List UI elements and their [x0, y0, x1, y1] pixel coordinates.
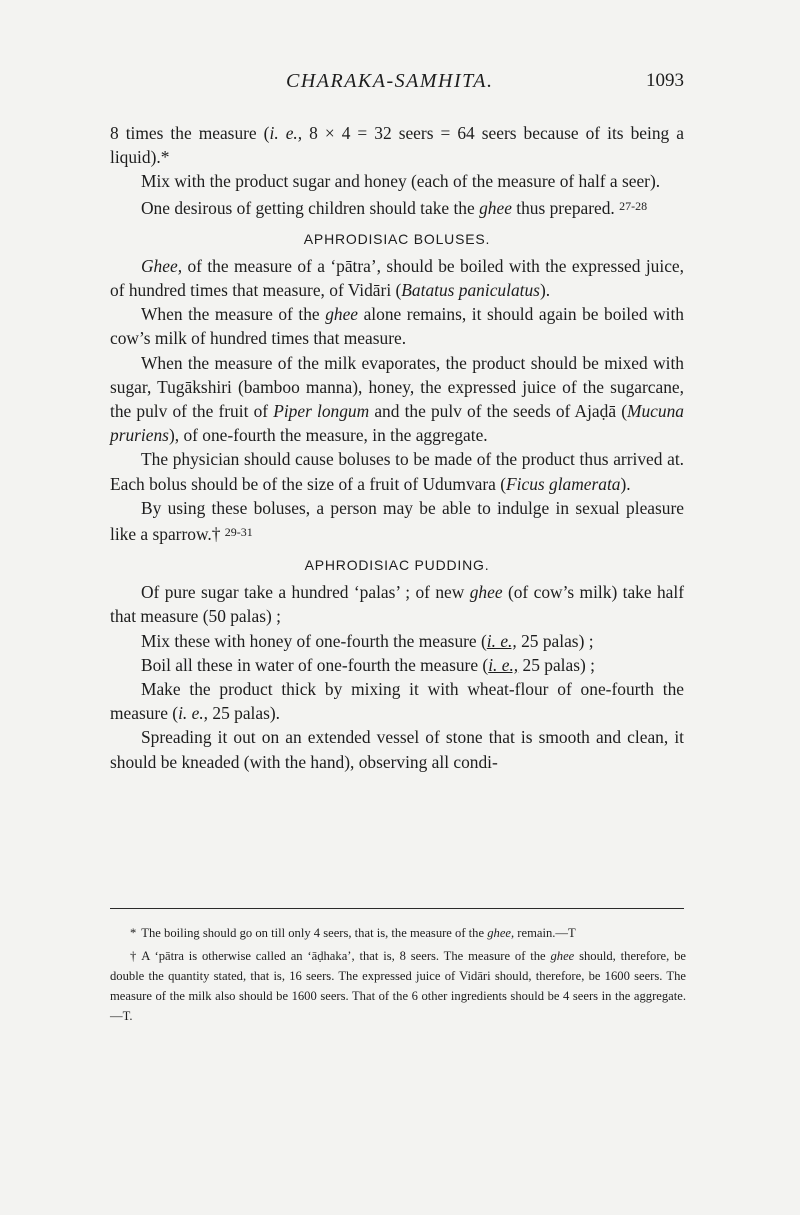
text-run: Of pure sugar take a hundred ‘palas’ ; of new [141, 582, 470, 603]
section-heading-boluses: APHRODISIAC BOLUSES. [303, 230, 491, 247]
running-header [108, 70, 684, 100]
latin-name: Piper longum [273, 401, 370, 422]
verse-number: 29-31 [224, 525, 253, 540]
text-run: When the measure of the [141, 304, 326, 325]
italic-term: ghee [550, 949, 575, 963]
text-run: remain.—T [514, 926, 576, 940]
text-run: ). [539, 280, 551, 301]
abbrev-ie: i. e., [178, 703, 209, 724]
abbrev-ie: i. e., [269, 123, 303, 143]
text-run: 8 × 4 = 32 seers = 64 seers because of its being a liquid).* [110, 123, 684, 168]
text-run: and the pulv of the seeds of Ajaḍā ( [369, 401, 627, 422]
paragraph-13: Spreading it out on an extended vessel of stone that is smooth and clean, it should be kneaded (with the hand), observing all condi- [110, 727, 684, 772]
text-run: of the measure of a ‘pātra’, should be boiled with the expressed juice, of hundred times that measure, of Vidāri ( [110, 255, 684, 301]
footnote-2 [110, 946, 686, 1026]
paragraph-3 [110, 194, 684, 220]
section-heading-pudding: APHRODISIAC PUDDING. [304, 557, 490, 574]
footnotes [110, 923, 686, 1029]
text-run: When the measure of the milk evaporates, the product should be mixed with sugar, Tugākshiri (bamboo manna), honey, the expressed juice of the sugarcane, the pulv of the fruit of [110, 352, 684, 422]
paragraph-8 [110, 496, 684, 546]
text-run: Boil all these in water of one-fourth the measure ( [141, 654, 489, 675]
abbrev-ie: i. e., [486, 630, 517, 651]
footnote-divider [110, 908, 684, 909]
footnote-marker: † [130, 949, 137, 963]
text-run: 8 times the measure ( [110, 123, 270, 143]
text-run: A ‘pātra is otherwise called an ‘āḍhaka’, that is, 8 seers. The measure of the [141, 949, 551, 963]
footnote-1 [110, 923, 686, 943]
italic-term: ghee [469, 582, 503, 603]
paragraph-5 [110, 302, 684, 350]
italic-term: ghee, [487, 926, 515, 940]
text-run: (of cow’s milk) take half that measure (50 palas) ; [110, 582, 684, 627]
paragraph-11 [110, 653, 684, 677]
paragraph-6 [110, 351, 684, 448]
text-run: ), of one-fourth the measure, in the aggregate. [168, 425, 488, 446]
text-run: The boiling should go on till only 4 seers, that is, the measure of the [141, 926, 488, 940]
italic-term: ghee [479, 197, 512, 218]
text-run: By using these boluses, a person may be able to indulge in sexual pleasure like a sparrow.† [110, 497, 684, 545]
latin-name: Batatus paniculatus [401, 280, 540, 301]
text-run: alone remains, it should again be boiled with cow’s milk of hundred times that measure. [110, 304, 684, 349]
paragraph-7 [110, 447, 684, 495]
verse-number: 27-28 [619, 198, 648, 213]
paragraph-10 [110, 629, 684, 653]
page-number: 1093 [646, 70, 684, 91]
latin-name: Ficus glamerata [506, 473, 621, 494]
abbrev-ie: i. e., [488, 654, 519, 675]
text-run: The physician should cause boluses to be made of the product thus arrived at. Each bolus should be of the size of a fruit of Udumvara ( [110, 449, 684, 494]
text-run: should, therefore, be double the quantity stated, that is, 16 seers. The expressed juice of Vidāri should, therefore, be 1600 seers. The measure of the milk also should be 1600 seers. That of the 6 other ingredients should be 4 seers in the aggregate.—T. [110, 949, 686, 1023]
text-run: thus prepared. [511, 197, 615, 218]
text-run: Mix these with honey of one-fourth the measure ( [141, 630, 487, 651]
italic-term: Ghee, [141, 255, 183, 276]
running-title: CHARAKA-SAMHITA. [286, 70, 494, 92]
text-run: One desirous of getting children should take the [141, 197, 480, 218]
text-run: 25 palas). [208, 703, 280, 724]
main-text [110, 121, 684, 774]
paragraph-4 [110, 254, 684, 302]
paragraph-9 [110, 580, 684, 628]
italic-term: ghee [325, 304, 359, 325]
footnote-marker: * [130, 926, 137, 940]
text-run: ). [620, 473, 631, 494]
paragraph-2: Mix with the product sugar and honey (each of the measure of half a seer). [141, 171, 661, 192]
text-run: 25 palas) ; [516, 630, 594, 651]
paragraph-12 [110, 677, 684, 725]
text-run: 25 palas) ; [518, 654, 595, 675]
text-run: Make the product thick by mixing it with wheat-flour of one-fourth the measure ( [110, 679, 684, 724]
paragraph-1 [110, 121, 684, 169]
latin-name: Mucuna pruriens [110, 401, 684, 446]
